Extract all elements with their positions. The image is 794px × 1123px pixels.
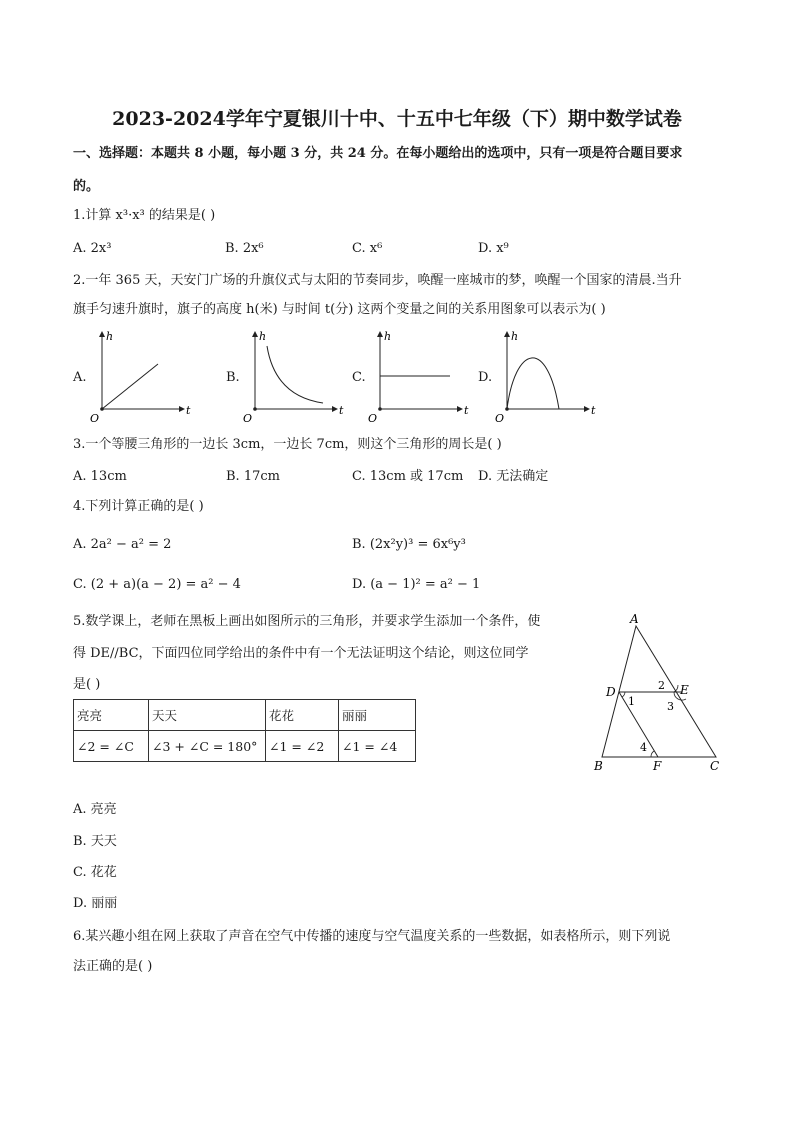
q1-option-b: B. 2x⁶ <box>225 241 264 256</box>
q4-option-b: B. (2x²y)³ = 6x⁶y³ <box>352 537 466 552</box>
q3-option-b: B. 17cm <box>226 469 280 484</box>
angle-1-arc <box>622 692 625 697</box>
q5-stem-line1: 5.数学课上，老师在黑板上画出如图所示的三角形，并要求学生添加一个条件，使 <box>73 614 541 629</box>
q4-option-c: C. (2 + a)(a − 2) = a² − 4 <box>73 577 241 592</box>
q2-stem-line1: 2.一年 365 天，天安门广场的升旗仪式与太阳的节奏同步，唤醒一座城市的梦，唤醒一个国家的清晨.当升 <box>73 273 682 288</box>
q2-option-a-label: A. <box>73 370 87 385</box>
q4-option-d: D. (a − 1)² = a² − 1 <box>352 577 481 592</box>
q2-graph-b <box>239 326 349 426</box>
q5-option-a: A. 亮亮 <box>73 802 117 817</box>
origin-label: O <box>495 412 505 425</box>
origin-dot <box>100 407 104 411</box>
q3-option-d: D. 无法确定 <box>478 469 549 484</box>
q3-option-a: A. 13cm <box>73 469 127 484</box>
table-header-lili: 丽丽 <box>339 700 416 731</box>
q1-option-a: A. 2x³ <box>73 241 112 256</box>
q5-triangle-figure <box>588 610 728 775</box>
q2-graph-c <box>364 326 474 426</box>
axis-t-label: t <box>186 404 191 417</box>
origin-dot <box>378 407 382 411</box>
axis-h-label: h <box>384 330 392 343</box>
section-heading-line1: 一、选择题：本题共 8 小题，每小题 3 分，共 24 分。在每小题给出的选项中，只有一项是符合题目要求 <box>73 146 683 161</box>
table-cell: ∠3 + ∠C = 180° <box>149 731 266 762</box>
axis-t-label: t <box>339 404 344 417</box>
origin-dot <box>505 407 509 411</box>
axis-h-label: h <box>106 330 114 343</box>
table-header-huahua: 花花 <box>266 700 339 731</box>
axis-h-label: h <box>511 330 519 343</box>
q5-option-c: C. 花花 <box>73 865 117 880</box>
origin-label: O <box>243 412 253 425</box>
q2-graph-d <box>491 326 601 426</box>
vertex-d-label: D <box>606 685 616 699</box>
vertex-f-label: F <box>653 759 662 773</box>
q1-option-d: D. x⁹ <box>478 241 509 256</box>
graph-curve <box>507 358 559 409</box>
table-row <box>74 731 416 762</box>
vertex-c-label: C <box>710 759 720 773</box>
q3-stem: 3.一个等腰三角形的一边长 3cm，一边长 7cm，则这个三角形的周长是( ) <box>73 437 502 452</box>
angle-2-label: 2 <box>658 679 665 692</box>
segment-df <box>619 692 658 757</box>
page-title: 2023-2024学年宁夏银川十中、十五中七年级（下）期中数学试卷 <box>112 108 682 130</box>
vertex-a-label: A <box>630 612 639 626</box>
graph-curve <box>267 346 323 403</box>
table-header-tiantian: 天天 <box>149 700 266 731</box>
q2-graph-a <box>86 326 196 426</box>
axis-h-label: h <box>259 330 267 343</box>
q2-stem-line2: 旗手匀速升旗时，旗子的高度 h(米) 与时间 t(分) 这两个变量之间的关系用图象可以表示为( ) <box>73 302 606 317</box>
q2-option-d-label: D. <box>478 370 493 385</box>
q6-stem-line1: 6.某兴趣小组在网上获取了声音在空气中传播的速度与空气温度关系的一些数据，如表格所示，则下列说 <box>73 929 671 944</box>
table-header-liangliang: 亮亮 <box>74 700 149 731</box>
q5-option-b: B. 天天 <box>73 834 117 849</box>
q6-stem-line2: 法正确的是( ) <box>73 959 153 974</box>
q1-stem: 1.计算 x³·x³ 的结果是( ) <box>73 208 216 223</box>
vertex-b-label: B <box>594 759 603 773</box>
table-cell: ∠1 = ∠2 <box>266 731 339 762</box>
q4-stem: 4.下列计算正确的是( ) <box>73 499 204 514</box>
q2-option-b-label: B. <box>226 370 240 385</box>
q2-option-c-label: C. <box>352 370 366 385</box>
q5-table <box>73 699 416 762</box>
origin-label: O <box>90 412 100 425</box>
table-cell: ∠1 = ∠4 <box>339 731 416 762</box>
origin-dot <box>253 407 257 411</box>
axis-t-label: t <box>591 404 596 417</box>
q5-stem-line2: 得 DE//BC，下面四位同学给出的条件中有一个无法证明这个结论，则这位同学 <box>73 646 529 661</box>
q5-stem-line3: 是( ) <box>73 677 101 692</box>
table-cell: ∠2 = ∠C <box>74 731 149 762</box>
graph-line <box>102 364 158 409</box>
q5-option-d: D. 丽丽 <box>73 896 118 911</box>
angle-4-label: 4 <box>640 741 647 754</box>
angle-3-label: 3 <box>667 700 674 713</box>
vertex-e-label: E <box>680 683 689 697</box>
section-heading-line2: 的。 <box>73 179 100 194</box>
q4-option-a: A. 2a² − a² = 2 <box>73 537 172 552</box>
q3-option-c: C. 13cm 或 17cm <box>352 469 464 484</box>
axis-t-label: t <box>464 404 469 417</box>
angle-4-arc <box>651 751 654 757</box>
table-row <box>74 700 416 731</box>
origin-label: O <box>368 412 378 425</box>
q1-option-c: C. x⁶ <box>352 241 383 256</box>
angle-1-label: 1 <box>628 695 635 708</box>
